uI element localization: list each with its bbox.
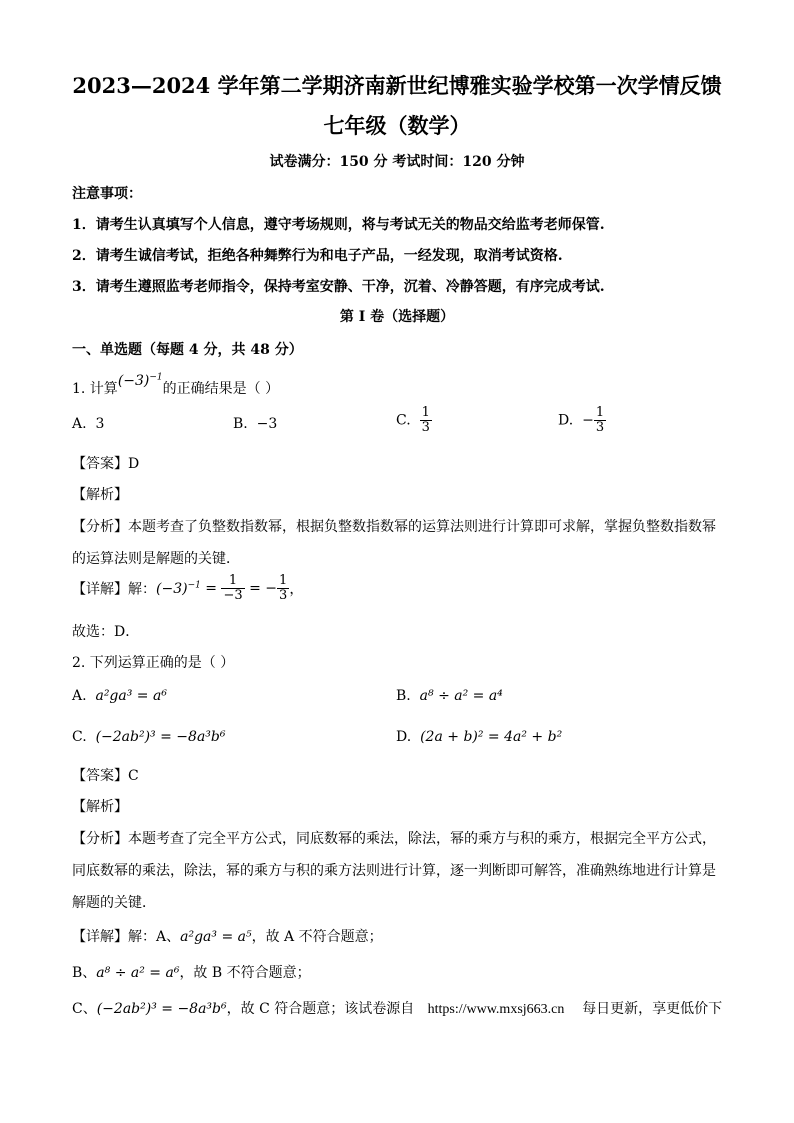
detail-suffix: ， [289, 581, 304, 598]
q1-expr-base: (−3) [117, 373, 150, 389]
option-expression: a²ga³ = a⁶ [95, 688, 167, 704]
option-expression: (−2ab²)³ = −8a³b⁶ [95, 729, 226, 745]
q2-detail-a [72, 926, 383, 946]
q1-option-d [558, 406, 606, 435]
detail-fraction-2 [277, 574, 289, 603]
option-label: C. [396, 412, 411, 429]
detail-prefix: 【详解】解：A、 [72, 929, 181, 945]
detail-expression: a²ga³ = a⁵ [180, 929, 252, 945]
detail-prefix: 【详解】解： [72, 581, 156, 598]
part-heading: 一、单选题（每题 4 分，共 48 分） [72, 342, 303, 358]
fraction-denominator: 3 [279, 588, 288, 603]
q2-option-a [72, 688, 167, 704]
fraction-numerator: 1 [421, 405, 430, 420]
detail-lhs [156, 581, 201, 597]
notes-heading: 注意事项： [72, 186, 142, 202]
equals-sign: = [200, 580, 222, 597]
q2-answer: 【答案】C [72, 768, 139, 784]
q1-c-fraction [420, 406, 432, 435]
option-expression: (2a + b)² = 4a² + b² [420, 729, 563, 745]
q1-d-fraction [594, 406, 606, 435]
option-label: D. [558, 412, 574, 429]
q2-option-b [396, 688, 503, 704]
q2-option-d [396, 729, 562, 745]
q2-analysis-line-3: 解题的关键． [72, 895, 156, 911]
page-subtitle: 七年级（数学） [323, 113, 471, 138]
equals-minus: = − [244, 580, 278, 597]
q2-analysis-line-2: 同底数幂的乘法，除法，幂的乘方与积的乘方法则进行计算，逐一判断即可解答，准确熟练地进行计算是 [72, 863, 716, 879]
detail-suffix: ，故 A 不符合题意； [251, 929, 383, 945]
q1-prefix: 1. 计算 [72, 381, 118, 397]
q1-choice: 故选：D． [72, 624, 140, 640]
q1-option-b [233, 416, 277, 432]
option-value: 3 [95, 416, 105, 432]
q2-detail-c [72, 998, 722, 1018]
q1-answer: 【答案】D [72, 456, 140, 472]
option-label: C. [72, 729, 87, 745]
detail-prefix: B、 [72, 965, 97, 981]
question-1-stem [72, 372, 280, 398]
fraction-denominator: 3 [421, 420, 430, 435]
source-tail: 每日更新，享更低价下 [582, 1001, 723, 1017]
option-label: A. [72, 688, 87, 704]
fraction-denominator: −3 [223, 588, 243, 603]
detail-expression: (−2ab²)³ = −8a³b⁶ [96, 1001, 227, 1017]
q2-analysis-line-1: 【分析】本题考查了完全平方公式，同底数幂的乘法，除法，幂的乘方与积的乘方，根据完全平方公式， [72, 831, 716, 847]
option-expression: a⁸ ÷ a² = a⁴ [419, 688, 503, 704]
fraction-numerator: 1 [595, 405, 605, 420]
fraction-denominator: 3 [595, 420, 605, 435]
q2-detail-b [72, 962, 311, 982]
q1-expr-exp: −1 [149, 372, 163, 383]
q1-analysis-heading: 【解析】 [72, 487, 128, 503]
q1-option-a [72, 416, 104, 432]
q1-expression [118, 373, 163, 389]
q1-detail [72, 574, 303, 603]
option-sign: − [582, 412, 594, 429]
note-item-1: 1．请考生认真填写个人信息，遵守考场规则，将与考试无关的物品交给监考老师保管. [72, 217, 605, 233]
detail-prefix: C、 [72, 1001, 97, 1017]
option-label: D. [396, 729, 412, 745]
question-2-stem: 2. 下列运算正确的是（ ） [72, 655, 235, 671]
q1-analysis-line-1: 【分析】本题考查了负整数指数幂，根据负整数指数幂的运算法则进行计算即可求解，掌握负整数指数幂 [72, 519, 716, 535]
q1-suffix: 的正确结果是（ ） [162, 381, 280, 397]
exam-info: 试卷满分：150 分 考试时间：120 分钟 [269, 154, 525, 170]
fraction-numerator: 1 [221, 574, 244, 589]
fraction-numerator: 1 [279, 573, 288, 588]
page-title: 2023—2024 学年第二学期济南新世纪博雅实验学校第一次学情反馈 [72, 73, 722, 98]
option-label: B. [233, 416, 248, 432]
detail-suffix: ，故 B 不符合题意； [179, 965, 311, 981]
detail-fraction-1 [221, 574, 244, 603]
source-url: https://www.mxsj663.cn [427, 1002, 565, 1017]
q1-analysis-line-2: 的运算法则是解题的关键． [72, 551, 240, 567]
q2-option-c [72, 729, 225, 745]
q1-option-c [396, 406, 432, 435]
detail-expression: a⁸ ÷ a² = a⁶ [96, 965, 180, 981]
q2-analysis-heading: 【解析】 [72, 799, 128, 815]
detail-suffix: ，故 C 符合题意；该试卷源自 [226, 1001, 415, 1017]
option-value: −3 [256, 416, 278, 432]
volume-heading: 第 I 卷（选择题） [339, 309, 455, 325]
detail-lhs-exp: −1 [187, 580, 201, 591]
option-label: A. [72, 416, 87, 432]
note-item-2: 2．请考生诚信考试，拒绝各种舞弊行为和电子产品，一经发现，取消考试资格. [72, 248, 563, 264]
note-item-3: 3．请考生遵照监考老师指令，保持考室安静、干净，沉着、冷静答题，有序完成考试. [72, 279, 605, 295]
detail-lhs-base: (−3) [156, 580, 188, 597]
option-label: B. [396, 688, 411, 704]
